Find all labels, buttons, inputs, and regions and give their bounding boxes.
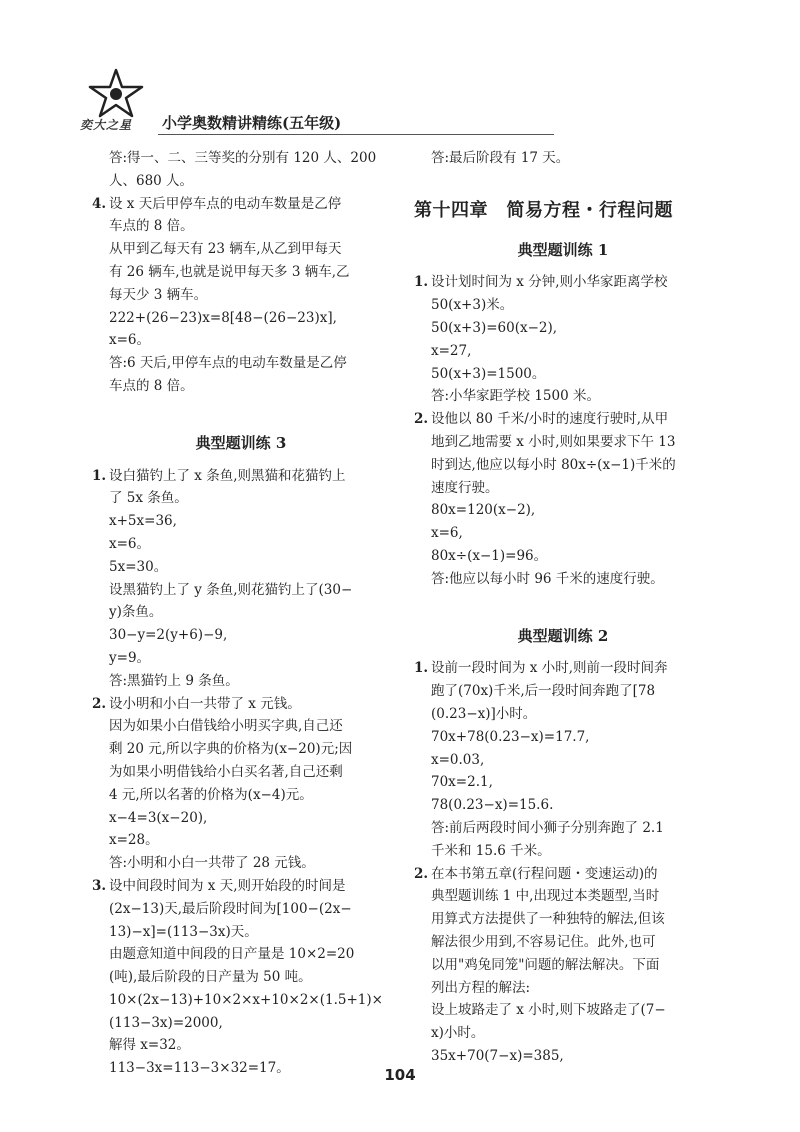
answer-line: 答:前后两段时间小狮子分别奔跑了 2.1	[431, 819, 664, 836]
equation-line: 50(x+3)米。	[431, 297, 514, 314]
question-number: 1.	[414, 660, 429, 677]
question-3	[92, 875, 390, 1080]
text-line: 有 26 辆车,也就是说甲每天多 3 辆车,乙	[109, 263, 350, 280]
text-line: 因为如果小白借钱给小明买字典,自己还	[109, 718, 343, 735]
text-line: 设他以 80 千米/小时的速度行驶时,从甲	[431, 411, 669, 428]
text-line: 典型题训练 1 中,出现过本类题型,当时	[431, 888, 660, 905]
question-number: 2.	[92, 695, 107, 712]
equation-line: x−4=3(x−20),	[109, 809, 208, 826]
equation-line: 50(x+3)=60(x−2),	[431, 319, 558, 336]
equation-line: 78(0.23−x)=15.6.	[431, 797, 554, 814]
equation-line: 10×(2x−13)+10×2×x+10×2×(1.5+1)×	[109, 991, 383, 1008]
left-column	[92, 147, 390, 1080]
equation-line: 解得 x=32。	[109, 1037, 190, 1054]
text-line: 由题意知道中间段的日产量是 10×2=20	[109, 946, 355, 963]
answer-line: 答:小华家距学校 1500 米。	[431, 388, 600, 405]
equation-line: x=6。	[109, 332, 151, 349]
text-line: 速度行驶。	[431, 479, 499, 496]
section-title: 典型题训练 2	[517, 626, 609, 645]
text-line: 设上坡路走了 x 小时,则下坡路走了(7−	[431, 1002, 666, 1019]
answer-line: 答:最后阶段有 17 天。	[431, 150, 570, 166]
page-header	[72, 68, 752, 138]
text-line: y)条鱼。	[109, 604, 163, 621]
text-line: 设黑猫钓上了 y 条鱼,则花猫钓上了(30−	[109, 581, 353, 598]
equation-line: x=28。	[109, 832, 159, 849]
logo-text: 奕大之星	[80, 118, 133, 132]
equation-line: 70x+78(0.23−x)=17.7,	[431, 728, 590, 745]
answer-line: 答:黑猫钓上 9 条鱼。	[109, 672, 239, 689]
text-line: 每天少 3 辆车。	[109, 286, 208, 303]
text-line: 列出方程的解法:	[431, 979, 531, 996]
equation-line: (113−3x)=2000,	[109, 1014, 223, 1031]
question-1	[92, 465, 390, 693]
equation-line: 50(x+3)=1500。	[431, 365, 546, 382]
text-line: 从甲到乙每天有 23 辆车,从乙到甲每天	[109, 241, 342, 258]
text-line: x)小时。	[431, 1025, 485, 1042]
text-line: 为如果小明借钱给小白买名著,自己还剩	[109, 763, 343, 780]
question-number: 1.	[92, 467, 107, 484]
logo	[72, 68, 158, 134]
header-rule	[158, 134, 554, 135]
answer-line: 车点的 8 倍。	[109, 377, 194, 394]
equation-line: 80x=120(x−2),	[431, 502, 536, 519]
equation-line: 222+(26−23)x=8[48−(26−23)x],	[109, 309, 337, 326]
answer-line: 千米和 15.6 千米。	[431, 842, 551, 859]
text-line: 用算式方法提供了一种独特的解法,但该	[431, 911, 665, 928]
equation-line: 80x÷(x−1)=96。	[431, 547, 548, 564]
text-line: 车点的 8 倍。	[109, 218, 194, 235]
section-title: 典型题训练 3	[195, 433, 287, 452]
text-line: 时到达,他应以每小时 80x÷(x−1)千米的	[431, 456, 676, 473]
equation-line: x=6,	[431, 525, 463, 542]
answer-line: 答:6 天后,甲停车点的电动车数量是乙停	[109, 355, 347, 372]
equation-line: 35x+70(7−x)=385,	[431, 1047, 564, 1064]
right-column	[414, 147, 712, 1068]
equation-line: 5x=30。	[109, 558, 168, 575]
text-line: 地到乙地需要 x 小时,则如果要求下午 13	[431, 433, 676, 450]
equation-line: y=9。	[109, 649, 151, 666]
chapter-title: 第十四章 简易方程・行程问题	[414, 199, 673, 221]
section-title: 典型题训练 1	[517, 240, 609, 259]
equation-line: x=6。	[109, 535, 151, 552]
question-number: 1.	[414, 274, 429, 291]
answer-line: 答:得一、二、三等奖的分别有 120 人、200	[109, 150, 377, 166]
equation-line: 113−3x=113−3×32=17。	[109, 1060, 290, 1077]
equation-line: x+5x=36,	[109, 513, 177, 530]
page-number: 104	[384, 1066, 416, 1084]
text-line: 了 5x 条鱼。	[109, 490, 188, 507]
text-line: 设 x 天后甲停车点的电动车数量是乙停	[109, 195, 342, 212]
text-line: 解法很少用到,不容易记住。此外,也可	[431, 933, 656, 950]
question-2	[414, 408, 712, 590]
star-logo-icon	[86, 68, 146, 118]
text-line: 设前一段时间为 x 小时,则前一段时间奔	[431, 660, 668, 677]
text-line: (0.23−x)]小时。	[431, 705, 537, 722]
text-line: 剩 20 元,所以字典的价格为(x−20)元;因	[109, 741, 353, 758]
text-line: (吨),最后阶段的日产量为 50 吨。	[109, 969, 312, 986]
question-number: 2.	[414, 865, 429, 882]
question-number: 4.	[92, 195, 107, 212]
question-number: 3.	[92, 877, 107, 894]
question-number: 2.	[414, 411, 429, 428]
text-line: 在本书第五章(行程问题・变速运动)的	[431, 865, 658, 882]
text-line: 13)−x]=(113−3x)天。	[109, 923, 258, 940]
equation-line: 70x=2.1,	[431, 774, 493, 791]
answer-line: 人、680 人。	[109, 172, 194, 189]
text-line: (2x−13)天,最后阶段时间为[100−(2x−	[109, 900, 352, 917]
equation-line: x=0.03,	[431, 751, 485, 768]
text-line: 跑了(70x)千米,后一段时间奔跑了[78	[431, 683, 656, 700]
text-line: 设白猫钓上了 x 条鱼,则黑猫和花猫钓上	[109, 467, 346, 484]
equation-line: x=27,	[431, 342, 472, 359]
question-4	[92, 193, 390, 398]
answer-line: 答:他应以每小时 96 千米的速度行驶。	[431, 570, 664, 587]
text-line: 设计划时间为 x 分钟,则小华家距离学校	[431, 274, 668, 291]
text-line: 设中间段时间为 x 天,则开始段的时间是	[109, 877, 346, 894]
section2-question-1	[414, 657, 712, 862]
book-title: 小学奥数精讲精练(五年级)	[162, 114, 342, 132]
question-2	[92, 693, 390, 875]
text-line: 设小明和小白一共带了 x 元钱。	[109, 695, 301, 712]
text-line: 4 元,所以名著的价格为(x−4)元。	[109, 786, 313, 803]
question-1	[414, 271, 712, 408]
text-line: 以用"鸡兔同笼"问题的解法解决。下面	[431, 956, 660, 973]
answer-line: 答:小明和小白一共带了 28 元钱。	[109, 855, 315, 872]
section2-question-2	[414, 863, 712, 1068]
equation-line: 30−y=2(y+6)−9,	[109, 627, 228, 644]
